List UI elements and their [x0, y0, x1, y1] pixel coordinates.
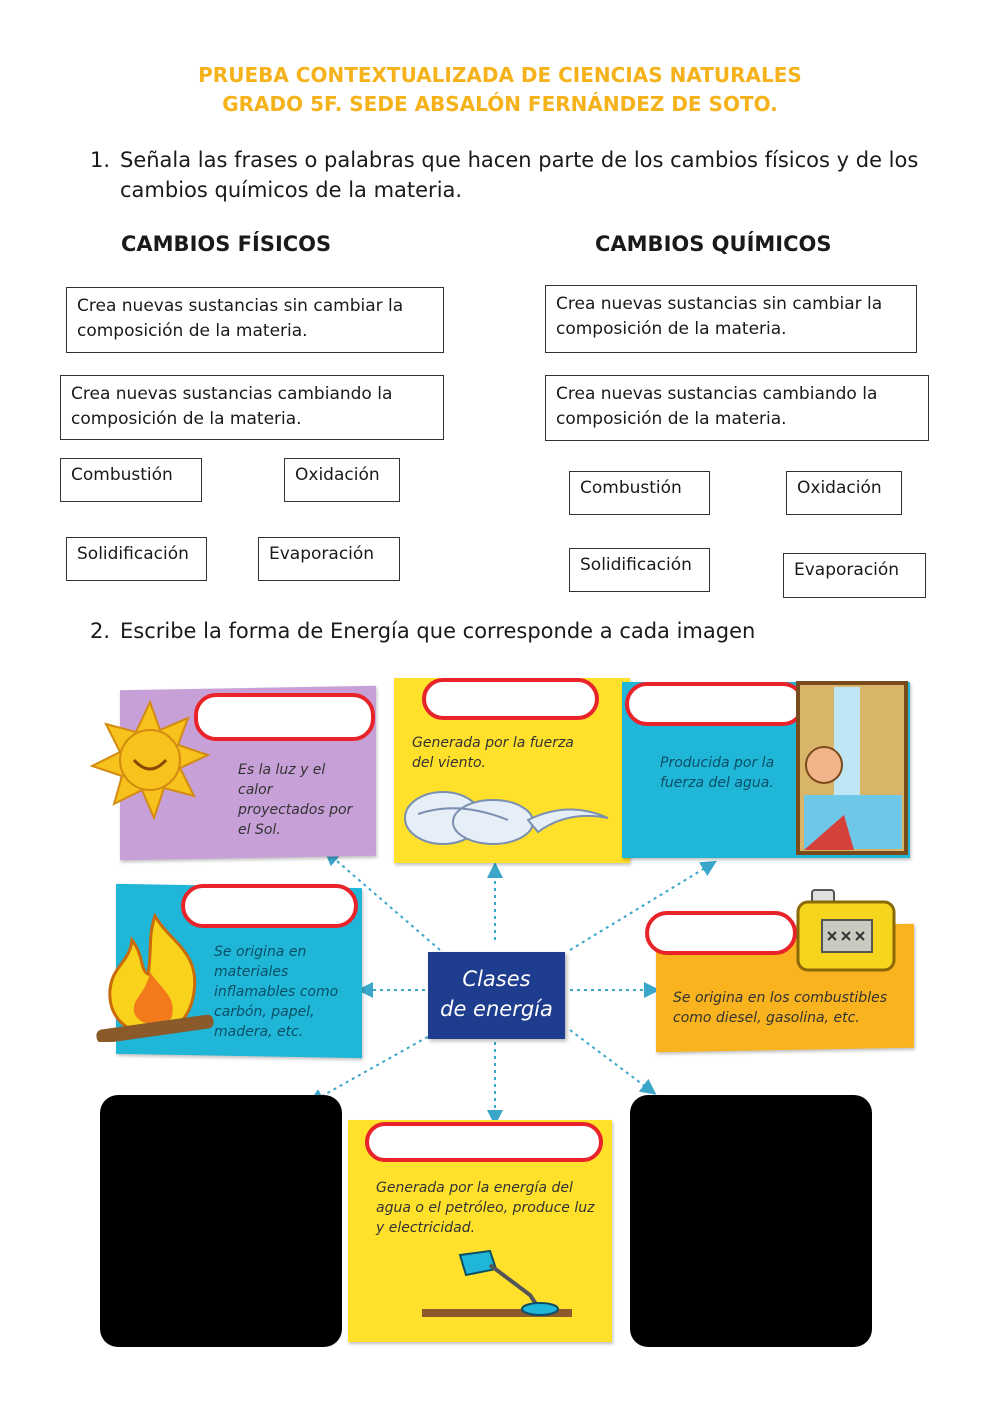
center-label-line1: Clases [462, 967, 531, 991]
worksheet-title-line1: PRUEBA CONTEXTUALIZADA DE CIENCIAS NATURALES [198, 63, 802, 87]
redacted-box-left [100, 1095, 342, 1347]
worksheet-title-line2: GRADO 5F. SEDE ABSALÓN FERNÁNDEZ DE SOTO. [222, 92, 778, 116]
answer-pill-fuel[interactable] [645, 911, 797, 955]
question-1-text-line1: Señala las frases o palabras que hacen parte de los cambios físicos y de los [120, 148, 919, 172]
question-2 [90, 616, 950, 648]
answer-pill-electric[interactable] [365, 1122, 603, 1162]
answer-pill-fire[interactable] [181, 884, 358, 928]
lamp-icon [420, 1245, 580, 1320]
wind-icon [398, 780, 618, 855]
center-label-line2: de energía [440, 997, 553, 1021]
sun-icon [90, 700, 210, 820]
waterfall-icon [794, 675, 910, 860]
quimicos-word-oxidacion[interactable]: Oxidación [786, 471, 902, 515]
fisicos-option-cambiando[interactable]: Crea nuevas sustancias cambiando la composición de la materia. [60, 375, 444, 440]
quimicos-word-combustion[interactable]: Combustión [569, 471, 710, 515]
card-electric-text: Generada por la energía del agua o el petróleo, produce luz y electricidad. [376, 1180, 595, 1236]
energy-diagram [90, 660, 920, 1350]
fisicos-word-solidificacion[interactable]: Solidificación [66, 537, 207, 581]
fisicos-word-evaporacion[interactable]: Evaporación [258, 537, 400, 581]
question-1-number: 1. [90, 148, 111, 172]
redacted-box-right [630, 1095, 872, 1347]
answer-pill-wind[interactable] [422, 678, 599, 720]
fisicos-word-oxidacion[interactable]: Oxidación [284, 458, 400, 502]
question-2-number: 2. [90, 619, 111, 643]
answer-pill-water[interactable] [625, 682, 805, 726]
question-1 [90, 145, 950, 207]
quimicos-word-solidificacion[interactable]: Solidificación [569, 548, 710, 592]
card-water-text: Producida por la fuerza del agua. [660, 755, 775, 791]
card-fuel-text: Se origina en los combustibles como diesel, gasolina, etc. [673, 990, 887, 1026]
fuel-can-icon [792, 882, 904, 977]
fire-icon [90, 912, 220, 1042]
card-wind-text: Generada por la fuerza del viento. [412, 735, 574, 771]
fisicos-option-sin-cambiar[interactable]: Crea nuevas sustancias sin cambiar la composición de la materia. [66, 287, 444, 353]
center-node [428, 952, 565, 1039]
card-fire-text: Se origina en materiales inflamables como carbón, papel, madera, etc. [214, 944, 339, 1040]
quimicos-option-cambiando[interactable]: Crea nuevas sustancias cambiando la composición de la materia. [545, 375, 929, 441]
arrow-to-bottom-right [570, 1030, 650, 1090]
quimicos-word-evaporacion[interactable]: Evaporación [783, 553, 926, 598]
answer-pill-solar[interactable] [194, 693, 375, 741]
heading-cambios-fisicos: CAMBIOS FÍSICOS [121, 232, 332, 256]
card-solar-text: Es la luz y el calor proyectados por el Sol. [238, 762, 353, 838]
fisicos-word-combustion[interactable]: Combustión [60, 458, 202, 502]
quimicos-option-sin-cambiar[interactable]: Crea nuevas sustancias sin cambiar la composición de la materia. [545, 285, 917, 353]
heading-cambios-quimicos: CAMBIOS QUÍMICOS [595, 232, 832, 256]
question-1-text-line2: cambios químicos de la materia. [120, 178, 463, 202]
question-2-text: Escribe la forma de Energía que corresponde a cada imagen [120, 619, 756, 643]
